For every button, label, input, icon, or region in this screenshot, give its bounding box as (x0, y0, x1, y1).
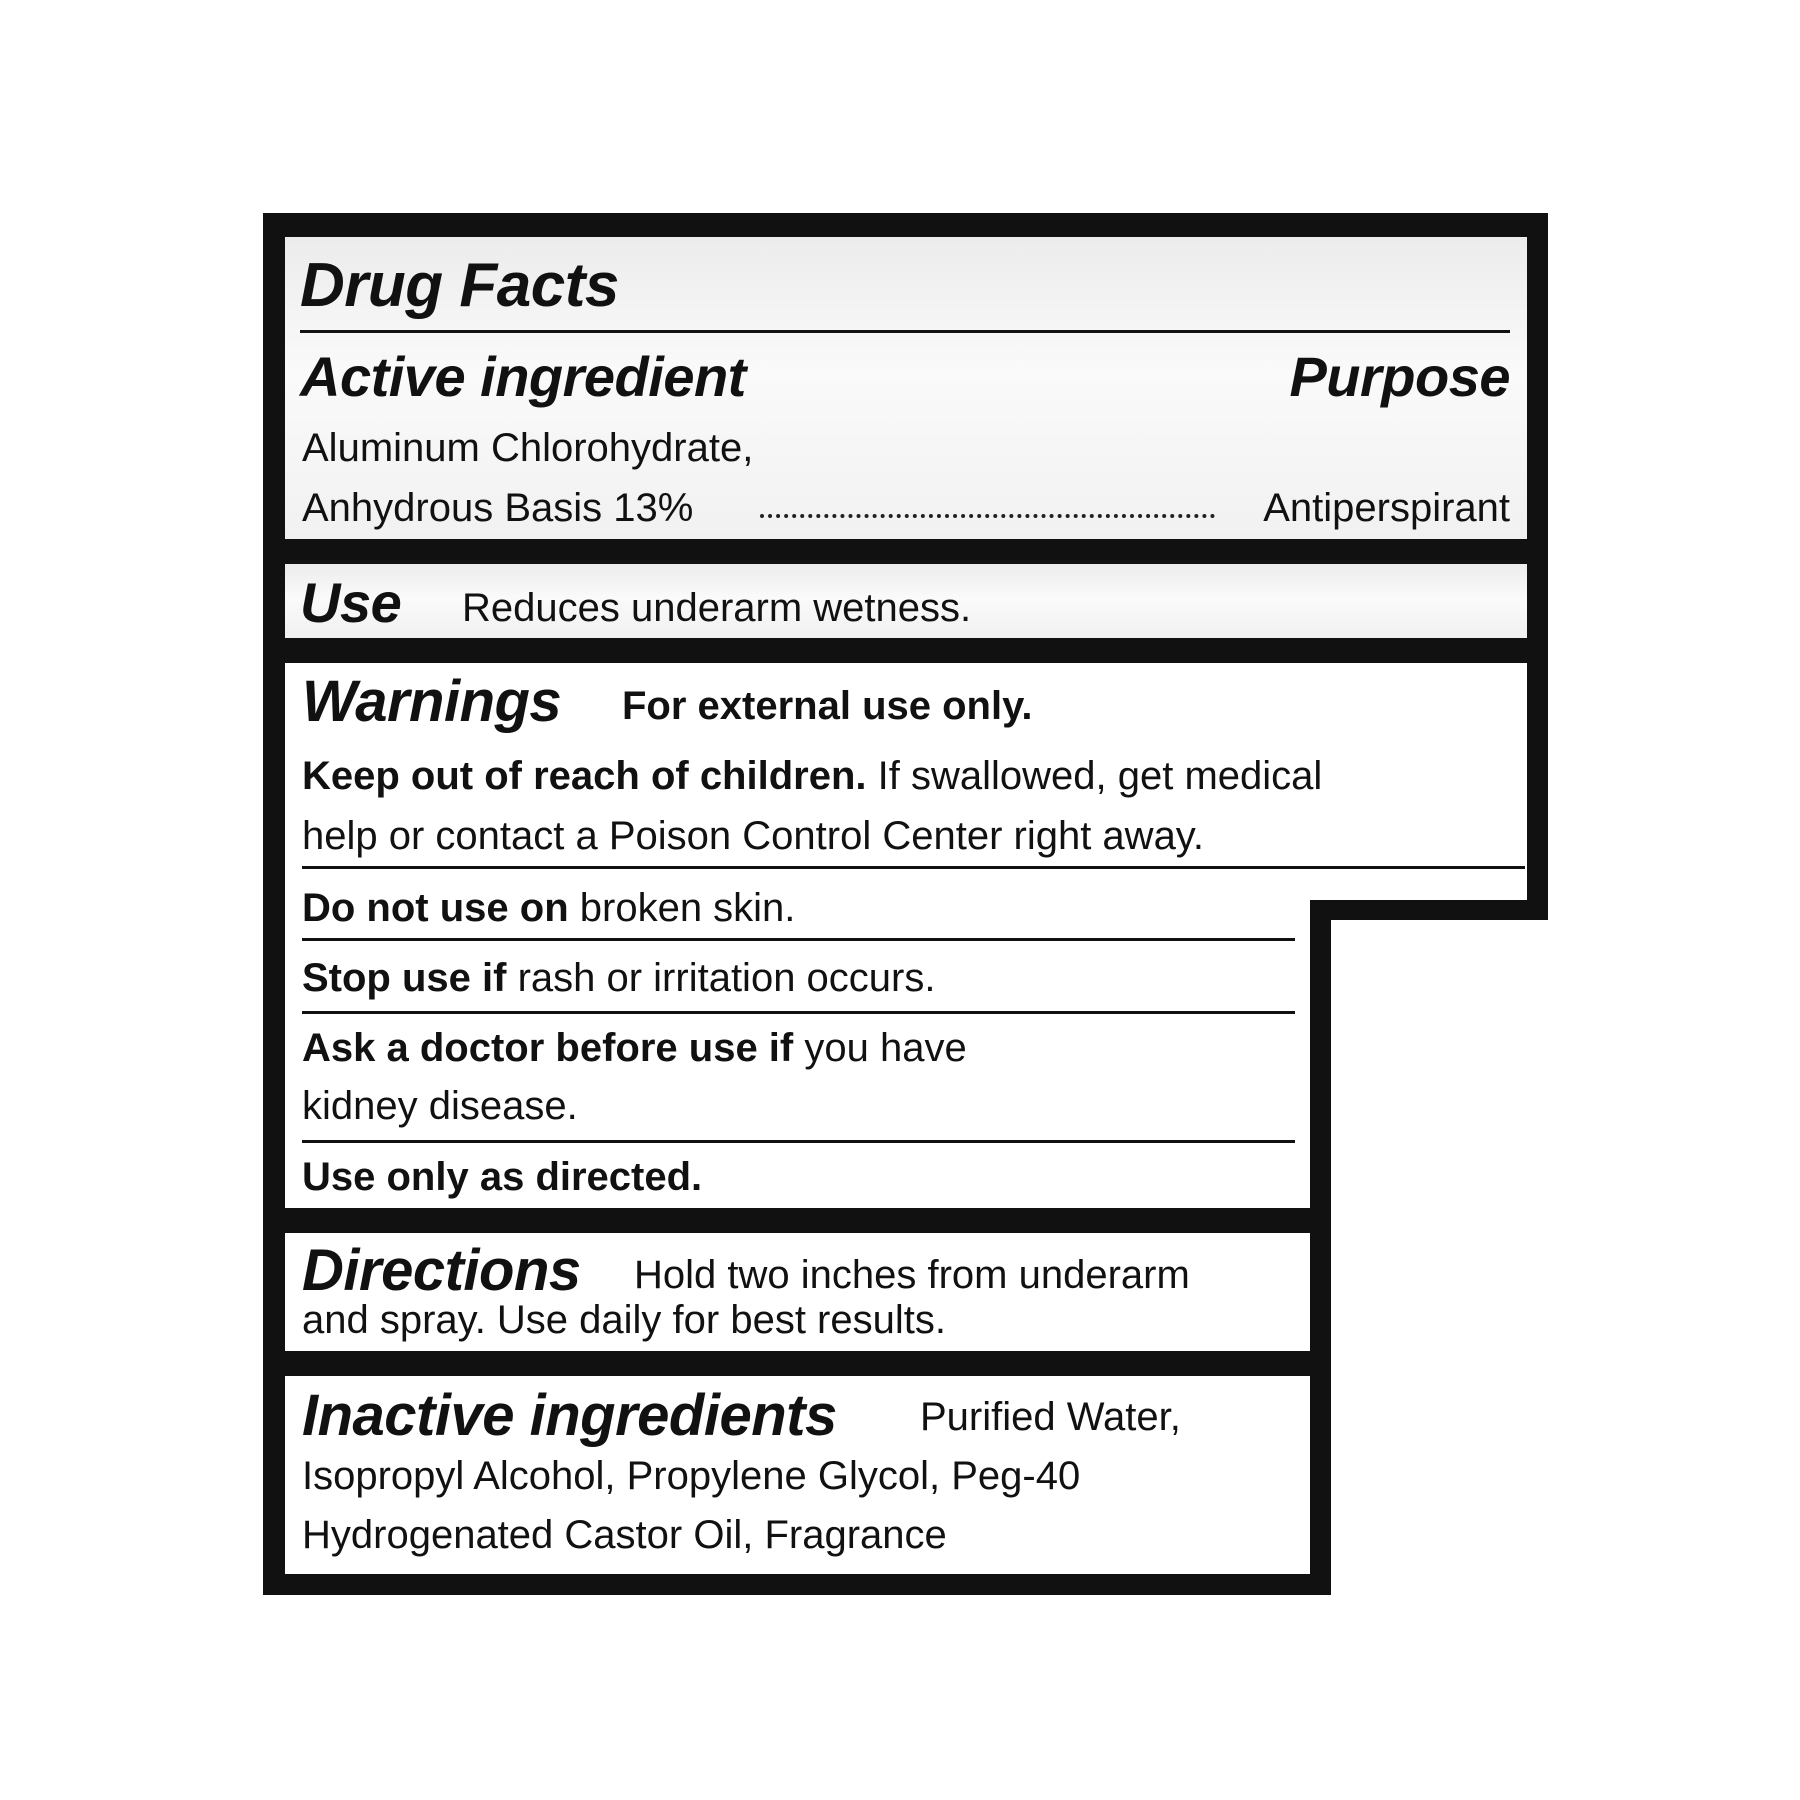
warnings-rule-3 (302, 1011, 1295, 1014)
use-text: Reduces underarm wetness. (462, 586, 972, 630)
purpose-value: Antiperspirant (1263, 486, 1510, 530)
do-not-use-line (302, 886, 795, 931)
directions-line2: and spray. Use daily for best results. (302, 1298, 946, 1342)
stop-use-line (302, 956, 935, 1001)
inactive-line2: Isopropyl Alcohol, Propylene Glycol, Peg-40 (302, 1454, 1081, 1498)
warnings-rule-1 (302, 866, 1525, 869)
keep-out-bold: Keep out of reach of children. (302, 754, 867, 798)
drug-facts-title: Drug Facts (300, 251, 619, 320)
do-not-use-bold: Do not use on (302, 886, 569, 930)
use-only-directed: Use only as directed. (302, 1155, 703, 1199)
do-not-use-text: broken skin. (568, 886, 796, 930)
keep-out-line (302, 754, 1322, 799)
keep-out-text: If swallowed, get medical (866, 754, 1323, 798)
ask-doctor-text: you have (793, 1026, 967, 1070)
keep-out-line2: help or contact a Poison Control Center right away. (302, 814, 1204, 858)
warnings-heading: Warnings (302, 669, 562, 734)
inactive-line3: Hydrogenated Castor Oil, Fragrance (302, 1513, 947, 1557)
dotted-leader (760, 514, 1215, 518)
ask-doctor-line (302, 1026, 967, 1071)
title-rule (300, 330, 1510, 333)
inactive-line1: Purified Water, (920, 1395, 1181, 1439)
inactive-ingredients-heading: Inactive ingredients (302, 1383, 837, 1448)
warnings-intro: For external use only. (622, 684, 1033, 728)
active-ingredient-heading: Active ingredient (300, 345, 746, 408)
active-ingredient-name: Aluminum Chlorohydrate, (302, 426, 754, 470)
directions-line1: Hold two inches from underarm (634, 1253, 1190, 1297)
directions-heading: Directions (302, 1238, 581, 1303)
ask-doctor-line2: kidney disease. (302, 1084, 578, 1128)
stop-use-bold: Stop use if (302, 956, 507, 1000)
stop-use-text: rash or irritation occurs. (506, 956, 936, 1000)
use-heading: Use (300, 571, 402, 634)
active-ingredient-basis: Anhydrous Basis 13% (302, 486, 694, 530)
warnings-rule-2 (302, 938, 1295, 941)
purpose-heading: Purpose (1289, 345, 1510, 408)
warnings-rule-4 (302, 1140, 1295, 1143)
ask-doctor-bold: Ask a doctor before use if (302, 1026, 794, 1070)
